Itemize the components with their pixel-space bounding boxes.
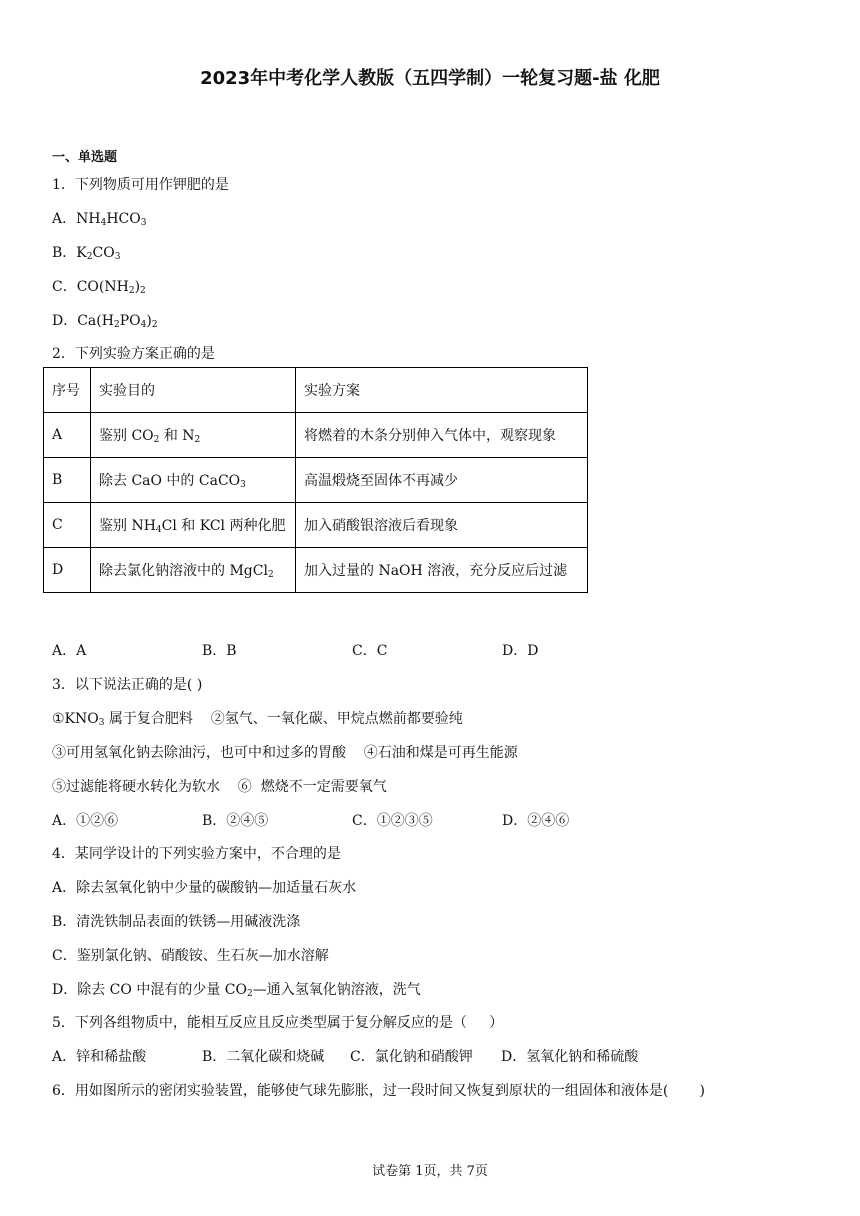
q1-option-b: B．$K_2CO_3$ xyxy=(52,245,121,262)
q5-option-c: C．氯化钠和硝酸钾 xyxy=(350,1049,473,1065)
q1-option-c: C．$CO(NH_2)_2$ xyxy=(52,279,146,296)
table-cell-goal: 除去氯化钠溶液中的 MgCl$_2$ xyxy=(91,548,296,593)
q3-statement-line: $①KNO_3$ 属于复合肥料 ②氢气、一氧化碳、甲烷点燃前都要验纯 xyxy=(52,711,463,728)
table-cell-plan: 高温煅烧至固体不再减少 xyxy=(296,458,588,503)
table-cell-goal: 除去 CaO 中的 CaCO$_3$ xyxy=(91,458,296,503)
q3-stem: 3．以下说法正确的是( ) xyxy=(52,677,203,693)
table-header-cell: 序号 xyxy=(44,368,91,413)
table-row xyxy=(44,548,588,593)
experiment-table xyxy=(43,367,588,593)
table-cell-id: D xyxy=(44,548,91,593)
table-header-row xyxy=(44,368,588,413)
q5-option-d: D．氢氧化钠和稀硫酸 xyxy=(501,1049,639,1065)
table-cell-plan: 加入硝酸银溶液后看现象 xyxy=(296,503,588,548)
table-cell-plan: 将燃着的木条分别伸入气体中，观察现象 xyxy=(296,413,588,458)
table-cell-goal: 鉴别 $CO_2$ 和 $N_2$ xyxy=(91,413,296,458)
table-cell-id: B xyxy=(44,458,91,503)
table-cell-goal: 鉴别 $NH_4Cl$ 和 KCl 两种化肥 xyxy=(91,503,296,548)
table-row xyxy=(44,458,588,503)
q3-option-d: D．②④⑥ xyxy=(502,813,570,829)
q2-option-d: D．D xyxy=(502,643,539,659)
page-footer: 试卷第 1页，共 7页 xyxy=(372,1164,488,1179)
q1-stem: 1．下列物质可用作钾肥的是 xyxy=(52,177,229,193)
q3-statement-line: ③可用氢氧化钠去除油污，也可中和过多的胃酸 ④石油和煤是可再生能源 xyxy=(52,745,518,761)
q3-option-c: C．①②③⑤ xyxy=(352,813,433,829)
table-row xyxy=(44,413,588,458)
q6-stem: 6．用如图所示的密闭实验装置，能够使气球先膨胀，过一段时间又恢复到原状的一组固体和液体是( ) xyxy=(52,1083,705,1099)
q2-option-c: C．C xyxy=(352,643,388,659)
q4-option-b: B．清洗铁制品表面的铁锈—用碱液洗涤 xyxy=(52,914,301,930)
q1-option-d: D．$Ca(H_2PO_4)_2$ xyxy=(52,313,158,330)
table-header-cell: 实验目的 xyxy=(91,368,296,413)
table-cell-plan: 加入过量的 NaOH 溶液，充分反应后过滤 xyxy=(296,548,588,593)
q5-stem: 5．下列各组物质中，能相互反应且反应类型属于复分解反应的是（ ） xyxy=(52,1015,504,1031)
q1-option-a: A．$NH_4HCO_3$ xyxy=(52,211,147,228)
table-row xyxy=(44,503,588,548)
q4-option-c: C．鉴别氯化钠、硝酸铵、生石灰—加水溶解 xyxy=(52,948,329,964)
q4-stem: 4．某同学设计的下列实验方案中，不合理的是 xyxy=(52,846,341,862)
q5-option-b: B．二氧化碳和烧碱 xyxy=(202,1049,325,1065)
page-title: 2023年中考化学人教版（五四学制）一轮复习题-盐 化肥 xyxy=(200,68,660,89)
q5-option-a: A．锌和稀盐酸 xyxy=(52,1049,147,1065)
q4-option-a: A．除去氢氧化钠中少量的碳酸钠—加适量石灰水 xyxy=(52,880,357,896)
table-header-cell: 实验方案 xyxy=(296,368,588,413)
q4-option-d: D．除去 CO 中混有的少量 $CO_2—$通入氢氧化钠溶液，洗气 xyxy=(52,982,421,999)
section-heading: 一、单选题 xyxy=(52,150,118,165)
q2-stem: 2．下列实验方案正确的是 xyxy=(52,346,215,362)
q2-option-a: A．A xyxy=(52,643,87,659)
q3-option-a: A．①②⑥ xyxy=(52,813,119,829)
table-cell-id: A xyxy=(44,413,91,458)
q2-option-b: B．B xyxy=(202,643,237,659)
q3-statement-line: ⑤过滤能将硬水转化为软水 ⑥ 燃烧不一定需要氧气 xyxy=(52,779,387,795)
table-cell-id: C xyxy=(44,503,91,548)
q3-option-b: B．②④⑤ xyxy=(202,813,269,829)
